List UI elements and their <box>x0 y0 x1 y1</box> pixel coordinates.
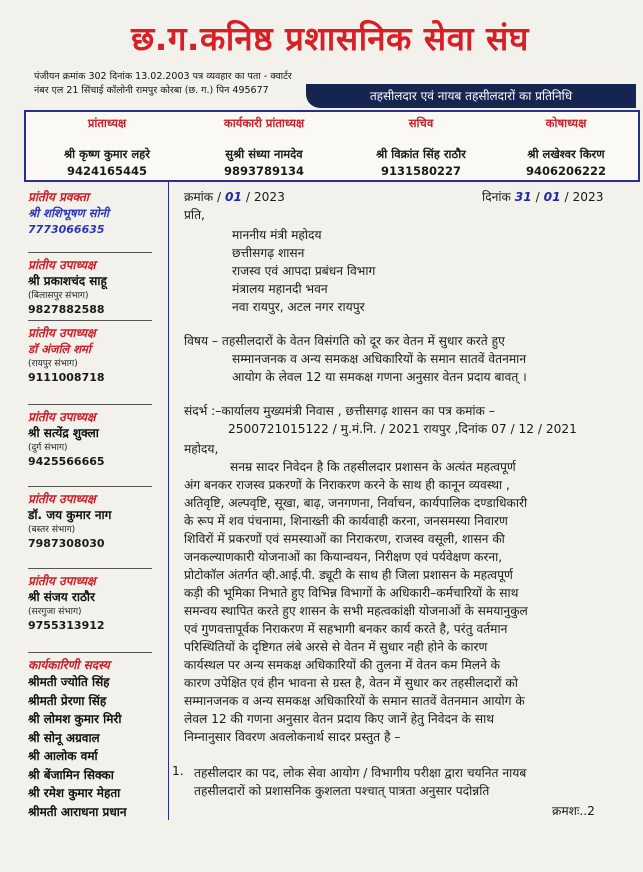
sidebar-divider <box>168 180 169 820</box>
salutation: महोदय, <box>184 442 219 456</box>
member-name: श्रीमती प्रेरणा सिंह <box>28 693 107 708</box>
registration-line-2: नंबर एल 21 सिंचाई कॉलोनी रामपुर कोरबा (छ. ग.) पिन 495677 <box>34 85 269 96</box>
body-line: लेवल 12 की गणना अनुसार वेतन प्रदाय किए जानें हेतु निवेदन के साथ <box>184 712 495 726</box>
office-bearer-role: प्रांताध्यक्ष <box>87 116 127 130</box>
sidebar-block <box>28 326 168 385</box>
addressee-line: मंत्रालय महानदी भवन <box>232 282 328 296</box>
reference-no: 01 <box>225 190 242 204</box>
member-name: श्रीमती आराधना प्रधान <box>28 804 127 819</box>
sidebar-area: (सरगुजा संभाग) <box>28 607 82 617</box>
sidebar-block <box>28 258 168 317</box>
body-line: कड़ी की भूमिका निभाते हुए विभिन्न विभागों के अधिकारी–कर्मचारियों के साथ <box>184 586 519 600</box>
sidebar-separator <box>28 568 152 569</box>
reference-year: 2023 <box>253 190 285 204</box>
sidebar-phone: 7773066635 <box>28 223 105 236</box>
sidebar-name: श्री सत्येंद्र शुक्ला <box>28 426 99 440</box>
member-name: श्री बेंजामिन सिक्का <box>28 767 114 782</box>
sidebar-role: प्रांतीय उपाध्यक्ष <box>28 410 96 424</box>
sidebar-block <box>28 574 168 633</box>
sidebar-separator <box>28 652 152 653</box>
body-line: कार्यस्थल पर अन्य समकक्ष अधिकारियों की तुलना में वेतन कम मिलने के <box>184 658 501 672</box>
body-line: के रूप में शव पंचनामा, शिनाख्ती की कार्यवाही करना, जनसमस्या निवारण <box>184 514 508 528</box>
letter-date: दिनांक 31 / 01 / 2023 <box>482 190 604 204</box>
office-bearer <box>184 112 344 180</box>
date-year: 2023 <box>572 190 604 204</box>
representative-banner: तहसीलदार एवं नायब तहसीलदारों का प्रतिनिधि <box>306 84 636 108</box>
sidebar-name: श्री शशिभूषण सोनी <box>28 206 109 220</box>
reference-label: क्रमांक <box>184 190 214 204</box>
sidebar-separator <box>28 404 152 405</box>
date-month: 01 <box>543 190 561 204</box>
registration-address <box>34 70 324 98</box>
sidebar-role: प्रांतीय उपाध्यक्ष <box>28 574 96 588</box>
addressee-line: नवा रायपुर, अटल नगर रायपुर <box>232 300 365 314</box>
body-line: सनम्र सादर निवेदन है कि तहसीलदार प्रशासन के अत्यंत महत्वपूर्ण <box>230 460 516 474</box>
body-line: शिविरों में प्रकरणों एवं समस्याओं का निराकरण, राजस्व वसूली, शासन की <box>184 532 505 546</box>
subject-line: आयोग के लेवल 12 या समकक्ष गणना अनुसार वेतन प्रदाय बावत् । <box>232 370 527 384</box>
reference-number: क्रमांक / 01 / 2023 <box>184 190 285 204</box>
date-label: दिनांक <box>482 190 511 204</box>
point-line: तहसीलदारों को प्रशासनिक कुशलता पश्चात् पात्रता अनुसार पदोन्नति <box>194 784 490 798</box>
reference-line: 2500721015122 / मु.मं.नि. / 2021 रायपुर ,दिनांक 07 / 12 / 2021 <box>228 422 577 436</box>
office-bearer-phone: 9406206222 <box>525 164 607 178</box>
sidebar-phone: 7987308030 <box>28 537 105 550</box>
member-name: श्री रमेश कुमार मेहता <box>28 786 121 800</box>
addressee-line: छत्तीसगढ़ शासन <box>232 246 305 260</box>
sidebar-area: (रायपुर संभाग) <box>28 359 78 369</box>
sidebar-name: डॉ. जय कुमार नाग <box>28 508 112 522</box>
body-line: निम्नानुसार विवरण अवलोकनार्थ सादर प्रस्तुत है – <box>184 730 401 744</box>
body-line: सम्मानजनक व अन्य समकक्ष अधिकारियों के समान सातवें वेतनमान आयोग के <box>184 694 525 708</box>
date-day: 31 <box>514 190 532 204</box>
member-name: श्रीमती ज्योति सिंह <box>28 675 110 689</box>
sidebar-area: (दुर्ग संभाग) <box>28 443 68 453</box>
sidebar-phone: 9755313912 <box>28 619 105 632</box>
sidebar-block <box>28 410 168 469</box>
office-bearer <box>346 112 496 180</box>
member-name: श्री सोनू अग्रवाल <box>28 730 100 745</box>
body-line: कारण उपेक्षित एवं हीन भावना से ग्रस्त है, वेतन में सुधार कर तहसीलदारों को <box>184 676 518 690</box>
sidebar-role: प्रांतीय उपाध्यक्ष <box>28 492 96 506</box>
subject-line: सम्मानजनक व अन्य समकक्ष अधिकारियों के समान सातवें वेतनमान <box>232 352 527 366</box>
addressee-line: राजस्व एवं आपदा प्रबंधन विभाग <box>232 264 376 278</box>
office-bearer-phone: 9131580227 <box>380 164 462 178</box>
sidebar-name: डॉ अंजलि शर्मा <box>28 342 91 356</box>
sidebar-role: प्रांतीय प्रवक्ता <box>28 190 89 204</box>
body-line: अतिवृष्टि, अल्पवृष्टि, सूखा, बाढ़, जनगणना, निर्वाचन, कार्यपालिक दण्डाधिकारी <box>184 496 528 510</box>
sidebar-separator <box>28 486 152 487</box>
office-bearer-role: कोषाध्यक्ष <box>545 116 587 130</box>
body-line: समन्वय स्थापित करते हुए शासन के सभी महत्वकांक्षी योजनाओं के समयानुकुल <box>184 604 528 618</box>
point-line: तहसीलदार का पद, लोक सेवा आयोग / विभागीय परीक्षा द्वारा चयनित नायब <box>194 766 527 780</box>
members-title: कार्यकारिणी सदस्य <box>28 658 110 672</box>
sidebar-separator <box>28 252 152 253</box>
office-bearer-name: सुश्री संध्या नामदेव <box>225 147 303 161</box>
body-line: जनकल्याणकारी योजनाओं का कियान्वयन, निरीक्षण एवं पर्यवेक्षण करना, <box>184 550 503 564</box>
sidebar-separator <box>28 320 152 321</box>
office-bearer-role: कार्यकारी प्रांताध्यक्ष <box>223 116 305 130</box>
office-bearer-role: सचिव <box>408 116 434 130</box>
sidebar-phone: 9111008718 <box>28 371 105 384</box>
office-bearer-phone: 9424165445 <box>66 164 148 178</box>
office-bearer-name: श्री कृष्ण कुमार लहरे <box>64 147 150 161</box>
body-line: एवं गुणवत्तापूर्वक निराकरण में सहभागी बनकर कार्य करते है, परंतु वर्तमान <box>184 622 508 636</box>
office-bearer-name: श्री विक्रांत सिंह राठौर <box>376 147 466 161</box>
body-line: प्रोटोकॉल अंतर्गत व्ही.आई.पी. ड्यूटी के साथ ही जिला प्रशासन के महत्वपूर्ण <box>184 568 513 582</box>
point-number: 1. <box>172 764 184 778</box>
office-bearer-name: श्री लखेश्वर किरण <box>527 147 605 161</box>
sidebar-role: प्रांतीय उपाध्यक्ष <box>28 326 96 340</box>
sidebar-role: प्रांतीय उपाध्यक्ष <box>28 258 96 272</box>
sidebar-name: श्री संजय राठौर <box>28 590 95 604</box>
member-name: श्री आलोक वर्मा <box>28 749 98 763</box>
office-bearer <box>498 112 634 180</box>
office-bearer-phone: 9893789134 <box>223 164 305 178</box>
addressee-line: माननीय मंत्री महोदय <box>232 228 322 242</box>
sidebar-phone: 9827882588 <box>28 303 105 316</box>
sidebar-block <box>28 492 168 551</box>
member-name: श्री लोमश कुमार मिरी <box>28 712 122 726</box>
sidebar-phone: 9425566665 <box>28 455 105 468</box>
registration-line-1: पंजीयन क्रमांक 302 दिनांक 13.02.2003 पत्र व्यवहार का पता - क्वार्टर <box>34 71 292 82</box>
sidebar-area: (बिलासपुर संभाग) <box>28 291 89 301</box>
continued-marker: क्रमशः..2 <box>552 804 595 818</box>
sidebar-block-spokesperson <box>28 190 168 237</box>
to-label: प्रति, <box>184 208 205 222</box>
body-line: अंग बनकर राजस्व प्रकरणों के निराकरण करने के साथ ही कानून व्यवस्था , <box>184 478 510 492</box>
sidebar-area: (बस्तर संभाग) <box>28 525 76 535</box>
subject-line: विषय – तहसीलदारों के वेतन विसंगति को दूर कर वेतन में सुधार करते हुए <box>184 334 505 348</box>
sidebar-name: श्री प्रकाशचंद साहू <box>28 274 107 288</box>
office-bearer <box>32 112 182 180</box>
reference-line: संदर्भ :–कार्यालय मुख्यमंत्री निवास , छत्तीसगढ़ शासन का पत्र कमांक – <box>184 404 495 418</box>
office-bearers-box <box>24 110 640 182</box>
body-line: परिस्थितियों के दृष्टिगत लंबे अरसे से वेतन में सुधार नही होने के कारण <box>184 640 488 654</box>
association-title: छ.ग.कनिष्ठ प्रशासनिक सेवा संघ <box>131 19 529 58</box>
executive-members <box>28 658 168 821</box>
